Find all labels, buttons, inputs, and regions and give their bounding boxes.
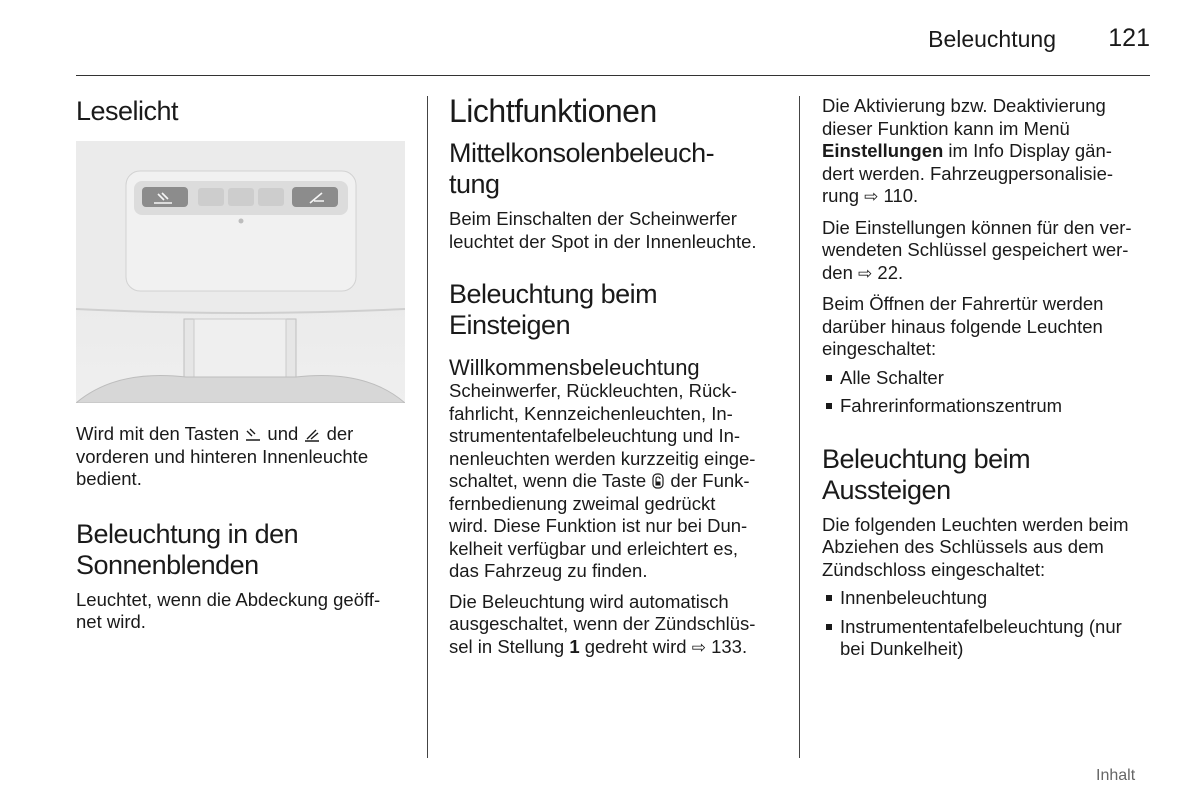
rear-reading-light-icon: [303, 427, 321, 443]
exit-lighting-paragraph: Die folgenden Leuchten werden beim Abziehen des Schlüssels aus dem Zündschloss eingeschaltet:: [822, 513, 1129, 580]
bullet-square-icon: [826, 375, 832, 381]
page-number: 121: [1108, 24, 1150, 52]
bullet-square-icon: [826, 595, 832, 601]
list-item: Alle Schalter: [822, 367, 1152, 390]
page-reference-arrow-icon: ⇨: [864, 187, 879, 206]
key-settings-paragraph: Die Einstellungen können für den ver- wendeten Schlüssel gespeichert wer- den ⇨ 22.: [822, 216, 1132, 283]
leselicht-paragraph: Wird mit den Tasten und der vorderen und hinteren Innenleuchte bedient.: [76, 423, 369, 489]
bullet-square-icon: [826, 624, 832, 630]
console-lighting-paragraph: Beim Einschalten der Scheinwerfer leuchtet der Spot in der Innenleuchte.: [449, 208, 757, 252]
driver-door-paragraph: Beim Öffnen der Fahrertür werden darüber hinaus folgende Leuchten eingeschaltet:: [822, 293, 1104, 359]
subheading-welcome-lighting: Willkommensbeleuchtung: [449, 355, 700, 380]
list-item: Fahrerinformationszentrum: [822, 395, 1152, 418]
section-heading-leselicht: Leselicht: [76, 96, 179, 126]
column-divider-1: [427, 96, 428, 758]
column-divider-2: [799, 96, 800, 758]
front-reading-light-icon: [244, 427, 262, 443]
page-reference-arrow-icon: ⇨: [691, 637, 706, 657]
bullet-square-icon: [826, 403, 832, 409]
unlock-key-icon: [651, 472, 665, 490]
table-of-contents-link[interactable]: Inhalt: [1096, 767, 1136, 784]
column-1: [76, 96, 408, 634]
list-item: Innenbeleuchtung: [822, 587, 1152, 610]
section-heading-sunvisor-lighting: Beleuchtung in den Sonnenblenden: [76, 518, 299, 580]
column-3: [822, 95, 1152, 661]
header-rule: [76, 75, 1150, 76]
list-item: Instrumententafelbeleuchtung (nur bei Dunkelheit): [822, 616, 1152, 661]
section-heading-console-lighting: Mittelkonsolenbeleuch- tung: [449, 138, 715, 199]
running-header-title: Beleuchtung: [928, 26, 1056, 52]
auto-off-paragraph: Die Beleuchtung wird automatisch ausgeschaltet, wenn der Zündschlüs- sel in Stellung 1 gedreht wird ⇨ 133.: [449, 590, 756, 657]
section-heading-exit-lighting: Beleuchtung beim Aussteigen: [822, 443, 1031, 505]
reading-light-illustration: [76, 141, 405, 403]
page-reference-arrow-icon: ⇨: [858, 263, 873, 283]
sunvisor-paragraph: Leuchtet, wenn die Abdeckung geöff- net wird.: [76, 588, 381, 632]
column-2: [449, 92, 781, 659]
section-heading-entry-lighting: Beleuchtung beim Einsteigen: [449, 279, 658, 340]
welcome-lighting-paragraph: Scheinwerfer, Rückleuchten, Rück- fahrlicht, Kennzeichenleuchten, In- strumententafelbeleuchtung und In- nenleuchten werden kurzzeitig einge- schaltet, wenn die Taste der Funk- fernbedienung zweimal gedrückt wird. Diese Funktion ist nur bei Dun- kelheit verfügbar und erleichtert es, das Fahrzeug zu finden.: [449, 380, 756, 581]
activation-paragraph: Die Aktivierung bzw. Deaktivierung dieser Funktion kann im Menü Einstellungen im Info Display gän- dert werden. Fahrzeugpersonalisie- rung ⇨ 110.: [822, 95, 1114, 206]
chapter-title: Lichtfunktionen: [449, 93, 657, 129]
